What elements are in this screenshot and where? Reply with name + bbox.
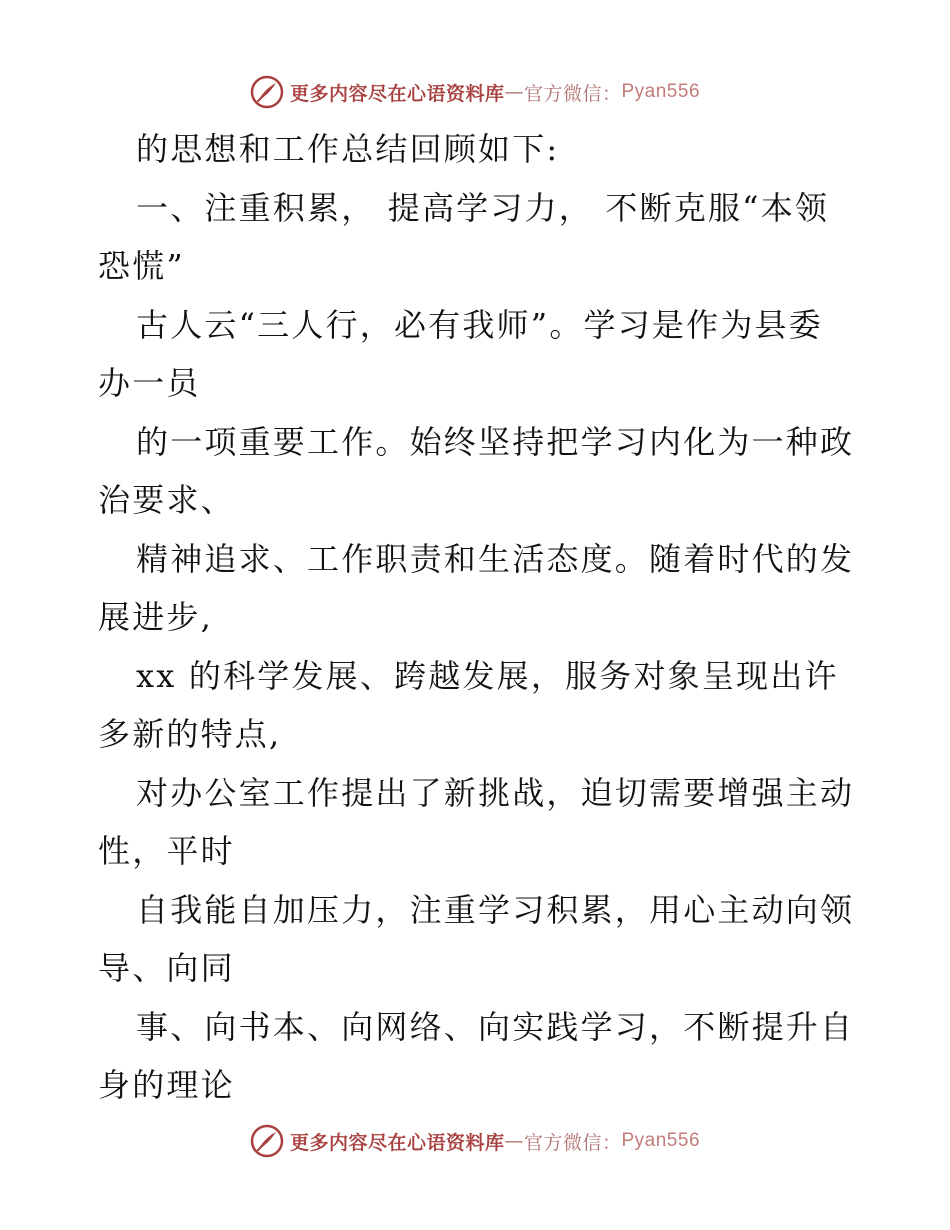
watermark-wechat-label: 官方微信：: [523, 1131, 622, 1154]
watermark-wechat-id: Pyan556: [621, 1130, 701, 1151]
text-line-continued: 多新的特点,: [98, 715, 282, 753]
feather-pen-logo-icon: [250, 75, 284, 109]
section-heading-line-continued: 恐慌”: [98, 247, 185, 285]
watermark-wechat-id: Pyan556: [621, 81, 701, 102]
text-line: 精神追求、工作职责和生活态度。随着时代的发: [136, 539, 855, 578]
header-watermark: [0, 72, 950, 112]
section-heading-line: 一、注重积累， 提高学习力， 不断克服“本领: [136, 188, 830, 227]
text-line-continued: 治要求、: [98, 481, 235, 519]
text-line-continued: 导、向同: [98, 949, 235, 987]
watermark-separator: —: [504, 1130, 524, 1152]
text-line: 事、向书本、向网络、向实践学习，不断提升自: [136, 1007, 855, 1046]
watermark-main-text: 更多内容尽在心语资料库: [289, 82, 505, 105]
feather-pen-logo-icon: [250, 1124, 284, 1158]
text-line: 的一项重要工作。始终坚持把学习内化为一种政: [136, 422, 855, 461]
watermark-separator: —: [504, 81, 524, 103]
document-body: [98, 120, 858, 1115]
text-line-continued: 性，平时: [98, 832, 235, 870]
watermark-wechat-label: 官方微信：: [523, 82, 622, 105]
footer-watermark: [0, 1121, 950, 1161]
text-line: 的思想和工作总结回顾如下:: [136, 130, 560, 168]
text-line: 对办公室工作提出了新挑战，迫切需要增强主动: [136, 773, 855, 812]
text-line: 自我能自加压力，注重学习积累，用心主动向领: [136, 890, 855, 929]
text-line: xx 的科学发展、跨越发展，服务对象呈现出许: [136, 656, 839, 695]
text-line: 古人云“三人行，必有我师”。学习是作为县委: [136, 305, 823, 344]
watermark-main-text: 更多内容尽在心语资料库: [289, 1131, 505, 1154]
text-line-continued: 身的理论: [98, 1066, 235, 1104]
text-line-continued: 展进步,: [98, 598, 213, 636]
text-line-continued: 办一员: [98, 364, 201, 402]
